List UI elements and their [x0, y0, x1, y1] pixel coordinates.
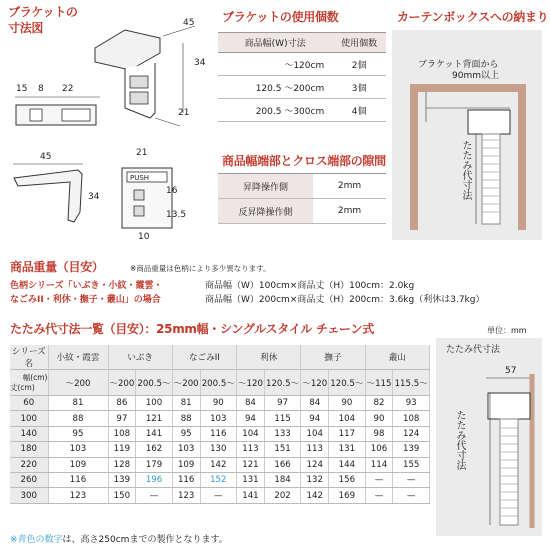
- table-row: [10, 411, 430, 426]
- value-cell: 103: [48, 442, 108, 457]
- dim-45-side: 45: [40, 152, 52, 162]
- table-row: [10, 457, 430, 472]
- dim-16: 16: [166, 186, 178, 196]
- value-cell: —: [365, 472, 393, 487]
- value-cell: 139: [393, 442, 430, 457]
- bracket-dims-title-line2: 寸法図: [8, 21, 44, 35]
- value-cell: 109: [172, 457, 200, 472]
- series-nagomi: なごみII: [172, 345, 236, 370]
- value-cell: 116: [200, 426, 237, 441]
- dim-8: 8: [38, 84, 44, 94]
- table-row: ～120cm 2個: [218, 53, 386, 76]
- value-cell: 117: [329, 426, 366, 441]
- value-cell: —: [393, 472, 430, 487]
- value-cell: 97: [108, 411, 136, 426]
- value-cell: 88: [172, 411, 200, 426]
- table-row: 反昇降操作側 2mm: [218, 199, 386, 224]
- value-cell: —: [365, 488, 393, 503]
- series-murayama: 叢山: [365, 345, 429, 370]
- value-cell: 133: [264, 426, 301, 441]
- length-cell: 300: [10, 488, 48, 503]
- dim-10: 10: [138, 232, 150, 242]
- value-cell: —: [393, 488, 430, 503]
- table-row: 昇降操作側 2mm: [218, 174, 386, 199]
- dim-22: 22: [62, 84, 74, 94]
- value-cell: —: [200, 488, 237, 503]
- value-cell: 88: [48, 411, 108, 426]
- value-cell: 100: [136, 396, 173, 411]
- fold-table-title: たたみ代寸法一覧（目安）：25mm幅・シングルスタイル チェーン式: [10, 322, 374, 336]
- value-cell: 124: [393, 426, 430, 441]
- value-cell: 121: [136, 411, 173, 426]
- value-cell: 108: [393, 411, 430, 426]
- value-cell: 113: [301, 442, 329, 457]
- length-cell: 180: [10, 442, 48, 457]
- dim-34-top: 34: [194, 58, 206, 68]
- value-cell: 123: [48, 488, 108, 503]
- value-cell: 90: [365, 411, 393, 426]
- value-cell: 116: [172, 472, 200, 487]
- value-cell: 116: [48, 472, 108, 487]
- value-cell: 98: [365, 426, 393, 441]
- bracket-top-view: [10, 95, 105, 135]
- weight-note: ※商品重量は色柄により多少異なります。: [130, 264, 271, 273]
- table-row: [10, 426, 430, 441]
- value-cell: 84: [237, 396, 265, 411]
- gap-table-title: 商品幅端部とクロス端部の隙間: [222, 154, 386, 168]
- fold-table-unit: 単位：mm: [487, 326, 527, 335]
- value-cell: 95: [172, 426, 200, 441]
- value-cell: 115: [264, 411, 301, 426]
- value-cell: 106: [365, 442, 393, 457]
- fold-diagram-label: たたみ代寸法: [446, 345, 501, 355]
- fold-footnote-rest: は、高さ250cmまでの製作となります。: [62, 535, 228, 545]
- value-cell: 103: [200, 411, 237, 426]
- value-cell: 104: [301, 426, 329, 441]
- value-cell: 179: [136, 457, 173, 472]
- value-cell: 144: [329, 457, 366, 472]
- value-cell: 94: [301, 411, 329, 426]
- value-cell: 109: [48, 457, 108, 472]
- value-cell: 131: [329, 442, 366, 457]
- fold-table: シリーズ名 小紋・霞雲 いぶき なごみII 利休 撫子 叢山 幅(cm) 丈(cm) ～200 ～200 200.5～ ～200 200.5～ ～120 120.5～ ～120 120.5～ ～115 115.5～ 60 81 86 100 81 90 84 97 84 90 82 93 100 88 97 121 88 103 94 115 94 104 90 108 140 95 108 141 95 116 104 133 104 117 98 124 180 103 119 162 103 130 113 151 113 131 106 139 220 109 128 179 109 142 121 166 124 144 114 155 260 116 139 196 116 152 131 184 132 156 — — 300 123 150 — 123 — 141 202 142 169 — —: [10, 345, 430, 504]
- value-cell: 152: [200, 472, 237, 487]
- value-cell: 114: [365, 457, 393, 472]
- dim-34-side: 34: [88, 192, 100, 202]
- value-cell: 90: [200, 396, 237, 411]
- table-row: [10, 396, 430, 411]
- value-cell: 124: [301, 457, 329, 472]
- value-cell: 169: [329, 488, 366, 503]
- value-cell: 142: [200, 457, 237, 472]
- value-cell: 142: [301, 488, 329, 503]
- value-cell: 196: [136, 472, 173, 487]
- value-cell: 166: [264, 457, 301, 472]
- value-cell: 162: [136, 442, 173, 457]
- count-header-width: 商品幅(W)寸法: [218, 33, 332, 53]
- value-cell: 93: [393, 396, 430, 411]
- value-cell: 94: [237, 411, 265, 426]
- series-komon: 小紋・霞雲: [48, 345, 108, 370]
- curtain-box-fold-label: たたみ代寸法: [460, 140, 471, 200]
- count-table-title: ブラケットの使用個数: [222, 10, 339, 24]
- weight-spec-line1: 商品幅（W）100cm×商品丈（H）100cm：2.0kg: [205, 281, 415, 291]
- weight-spec-line2: 商品幅（W）200cm×商品丈（H）200cm：3.6kg（利休は3.7kg）: [205, 295, 485, 305]
- value-cell: 113: [237, 442, 265, 457]
- push-label: PUSH: [130, 174, 150, 182]
- bracket-dims-title: [8, 4, 78, 36]
- gap-table: [218, 173, 386, 224]
- series-ibuki: いぶき: [108, 345, 172, 370]
- value-cell: 119: [108, 442, 136, 457]
- weight-title: 商品重量（目安）: [10, 260, 104, 274]
- value-cell: 202: [264, 488, 301, 503]
- fold-diagram-vertical-label: たたみ代寸法: [454, 410, 465, 470]
- curtain-box-note-2: 90mm以上: [452, 71, 499, 81]
- weight-series-line1: 色柄シリーズ「いぶき・小紋・霞雲・: [10, 281, 163, 291]
- value-cell: 131: [237, 472, 265, 487]
- value-cell: 139: [108, 472, 136, 487]
- dim-21-top: 21: [178, 108, 190, 118]
- table-row: [10, 472, 430, 487]
- table-row: [10, 488, 430, 503]
- table-row: 120.5 ～200cm 3個: [218, 76, 386, 99]
- series-header: シリーズ名: [10, 345, 48, 370]
- value-cell: 103: [172, 442, 200, 457]
- fold-footnote-blue: ※青色の数字: [10, 535, 63, 545]
- length-cell: 260: [10, 472, 48, 487]
- table-row: [10, 442, 430, 457]
- value-cell: 128: [108, 457, 136, 472]
- value-cell: 84: [301, 396, 329, 411]
- value-cell: 97: [264, 396, 301, 411]
- fold-footnote: [10, 532, 228, 545]
- dim-15: 15: [16, 84, 28, 94]
- value-cell: 155: [393, 457, 430, 472]
- fold-diagram-57: 57: [505, 366, 517, 376]
- value-cell: 104: [237, 426, 265, 441]
- value-cell: 81: [48, 396, 108, 411]
- value-cell: 130: [200, 442, 237, 457]
- value-cell: —: [136, 488, 173, 503]
- weight-series-line2: なごみII・利休・撫子・叢山」の場合: [10, 295, 161, 305]
- value-cell: 82: [365, 396, 393, 411]
- curtain-box-note-1: ブラケット背面から: [418, 60, 499, 70]
- bracket-side-view: [8, 162, 88, 232]
- length-cell: 220: [10, 457, 48, 472]
- value-cell: 123: [172, 488, 200, 503]
- dim-13-5: 13.5: [166, 210, 187, 220]
- value-cell: 150: [108, 488, 136, 503]
- value-cell: 104: [329, 411, 366, 426]
- length-cell: 100: [10, 411, 48, 426]
- table-row: 200.5 ～300cm 4個: [218, 99, 386, 122]
- value-cell: 141: [136, 426, 173, 441]
- value-cell: 121: [237, 457, 265, 472]
- dim-45-top: 45: [183, 18, 195, 28]
- dim-21-front: 21: [136, 148, 148, 158]
- value-cell: 108: [108, 426, 136, 441]
- series-rikyu: 利休: [237, 345, 301, 370]
- value-cell: 90: [329, 396, 366, 411]
- value-cell: 86: [108, 396, 136, 411]
- value-cell: 184: [264, 472, 301, 487]
- width-length-header: 幅(cm) 丈(cm): [10, 370, 48, 396]
- length-cell: 60: [10, 396, 48, 411]
- bracket-dims-title-line1: ブラケットの: [8, 5, 78, 19]
- value-cell: 95: [48, 426, 108, 441]
- value-cell: 81: [172, 396, 200, 411]
- value-cell: 156: [329, 472, 366, 487]
- value-cell: 132: [301, 472, 329, 487]
- curtain-box-title: カーテンボックスへの納まり: [397, 10, 549, 24]
- value-cell: 141: [237, 488, 265, 503]
- series-nadeshiko: 撫子: [301, 345, 365, 370]
- count-table: [218, 32, 386, 122]
- length-cell: 140: [10, 426, 48, 441]
- value-cell: 151: [264, 442, 301, 457]
- count-header-count: 使用個数: [332, 33, 386, 53]
